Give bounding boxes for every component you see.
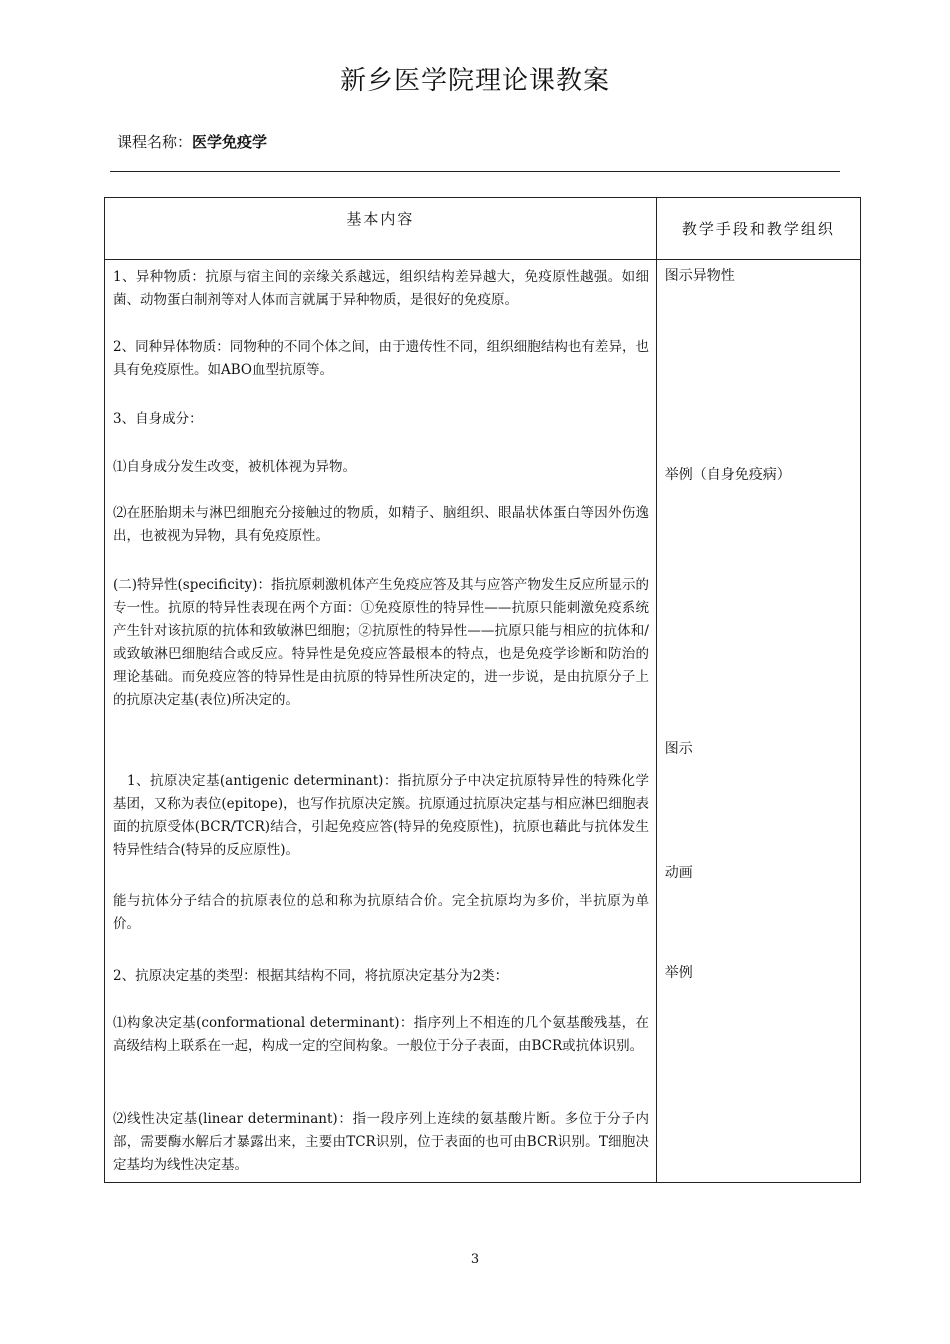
course-label: 课程名称：: [117, 133, 193, 151]
course-line: [117, 131, 267, 152]
side-note: 举例: [664, 965, 693, 981]
main-content-cell: [105, 260, 657, 1183]
page-title: 新乡医学院理论课教案: [339, 66, 610, 96]
paragraph: 1、异种物质：抗原与宿主间的亲缘关系越远，组织结构差异越大，免疫原性越强。如细菌、动物蛋白制剂等对人体而言就属于异种物质，是很好的免疫原。: [113, 269, 649, 308]
paragraph: 2、抗原决定基的类型：根据其结构不同，将抗原决定基分为2类：: [113, 968, 509, 984]
lesson-table: [104, 197, 861, 1183]
column-header-side: 教学手段和教学组织: [656, 198, 860, 260]
paragraph: 2、同种异体物质：同物种的不同个体之间，由于遗传性不同，组织细胞结构也有差异，也具有免疫原性。如ABO血型抗原等。: [113, 339, 649, 378]
header-rule: [110, 171, 840, 172]
paragraph: 能与抗体分子结合的抗原表位的总和称为抗原结合价。完全抗原均为多价，半抗原为单价。: [113, 893, 649, 932]
column-header-main: 基本内容: [105, 198, 657, 260]
side-note: 图示: [664, 741, 693, 757]
paragraph: (二)特异性(specificity)：指抗原刺激机体产生免疫应答及其与应答产物发生反应所显示的专一性。抗原的特异性表现在两个方面：①免疫原性的特异性——抗原只能刺激免疫系统产生针对该抗原的抗体和致敏淋巴细胞；②抗原性的特异性——抗原只能与相应的抗体和/或致敏淋巴细胞结合或反应。特异性是免疫应答最根本的特点，也是免疫学诊断和防治的理论基础。而免疫应答的特异性是由抗原的特异性所决定的，进一步说，是由抗原分子上的抗原决定基(表位)所决定的。: [113, 577, 649, 708]
paragraph: ⑴构象决定基(conformational determinant)：指序列上不相连的几个氨基酸残基，在高级结构上联系在一起，构成一定的空间构象。一般位于分子表面，由BCR或抗体识别。: [113, 1015, 649, 1054]
page-number: 3: [470, 1252, 480, 1267]
side-notes-cell: [656, 260, 860, 1183]
course-name: 医学免疫学: [192, 133, 268, 151]
paragraph: 1、抗原决定基(antigenic determinant)：指抗原分子中决定抗原特异性的特殊化学基团，又称为表位(epitope)，也写作抗原决定簇。抗原通过抗原决定基与相应淋巴细胞表面的抗原受体(BCR/TCR)结合，引起免疫应答(特异的免疫原性)，抗原也藉此与抗体发生特异性结合(特异的反应原性)。: [113, 773, 649, 858]
paragraph: 3、自身成分：: [113, 411, 203, 427]
paragraph: ⑵在胚胎期未与淋巴细胞充分接触过的物质，如精子、脑组织、眼晶状体蛋白等因外伤逸出，也被视为异物，具有免疫原性。: [113, 505, 649, 544]
side-note: 图示异物性: [664, 268, 735, 284]
side-note: 动画: [664, 865, 693, 881]
paragraph: ⑵线性决定基(linear determinant)：指一段序列上连续的氨基酸片断。多位于分子内部，需要酶水解后才暴露出来，主要由TCR识别，位于表面的也可由BCR识别。T细胞决定基均为线性决定基。: [113, 1111, 649, 1173]
side-note: 举例（自身免疫病）: [664, 467, 791, 483]
paragraph: ⑴自身成分发生改变，被机体视为异物。: [113, 459, 356, 475]
